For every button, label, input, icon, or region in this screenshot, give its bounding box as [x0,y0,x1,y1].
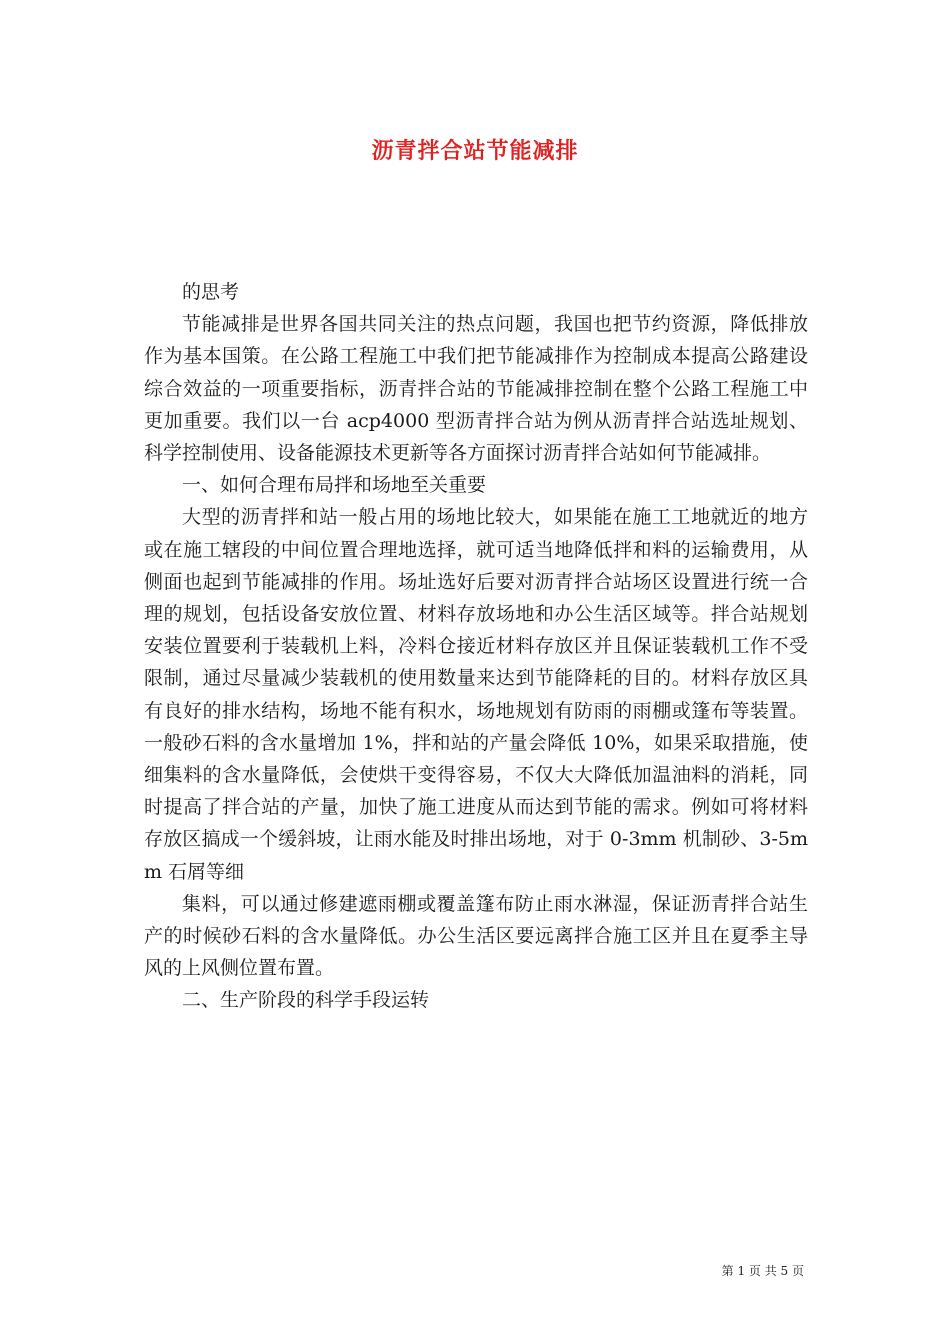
document-title: 沥青拌合站节能减排 [371,138,579,164]
section-heading-2: 二、生产阶段的科学手段运转 [182,989,430,1012]
paragraph-aggregate-protection: 集料，可以通过修建遮雨棚或覆盖篷布防止雨水淋湿，保证沥青拌合站生产的时候砂石料的含水量降低。办公生活区要远离拌合施工区并且在夏季主导风的上风侧位置布置。 [144,892,808,980]
paragraph-site-layout: 大型的沥青拌和站一般占用的场地比较大，如果能在施工工地就近的地方或在施工辖段的中间位置合理地选择，就可适当地降低拌和料的运输费用，从侧面也起到节能减排的作用。场址选好后要对沥青拌合站场区设置进行统一合理的规划，包括设备安放位置、材料存放场地和办公生活区域等。拌合站规划安装位置要利于装载机上料，冷料仓接近材料存放区并且保证装载机工作不受限制，通过尽量减少装载机的使用数量来达到节能降耗的目的。材料存放区具有良好的排水结构，场地不能有积水，场地规划有防雨的雨棚或篷布等装置。一般砂石料的含水量增加 1%，拌和站的产量会降低 10%，如果采取措施，使细集料的含水量降低，会使烘干变得容易，不仅大大降低加温油料的消耗，同时提高了拌合站的产量，加快了施工进度从而达到节能的需求。例如可将材料存放区搞成一个缓斜坡，让雨水能及时排出场地，对于 0-3mm 机制砂、3-5mm 石屑等细 [144,506,808,883]
section-heading-1: 一、如何合理布局拌和场地至关重要 [182,474,487,497]
paragraph-overview: 节能减排是世界各国共同关注的热点问题，我国也把节约资源，降低排放作为基本国策。在公路工程施工中我们把节能减排作为控制成本提高公路建设综合效益的一项重要指标，沥青拌合站的节能减排控制在整个公路工程施工中更加重要。我们以一台 acp4000 型沥青拌合站为例从沥青拌合站选址规划、科学控制使用、设备能源技术更新等各方面探讨沥青拌合站如何节能减排。 [144,313,808,465]
page-number-footer: 第 1 页 共 5 页 [721,1264,804,1278]
document-body [144,276,808,1017]
paragraph-intro-continuation: 的思考 [182,281,240,303]
